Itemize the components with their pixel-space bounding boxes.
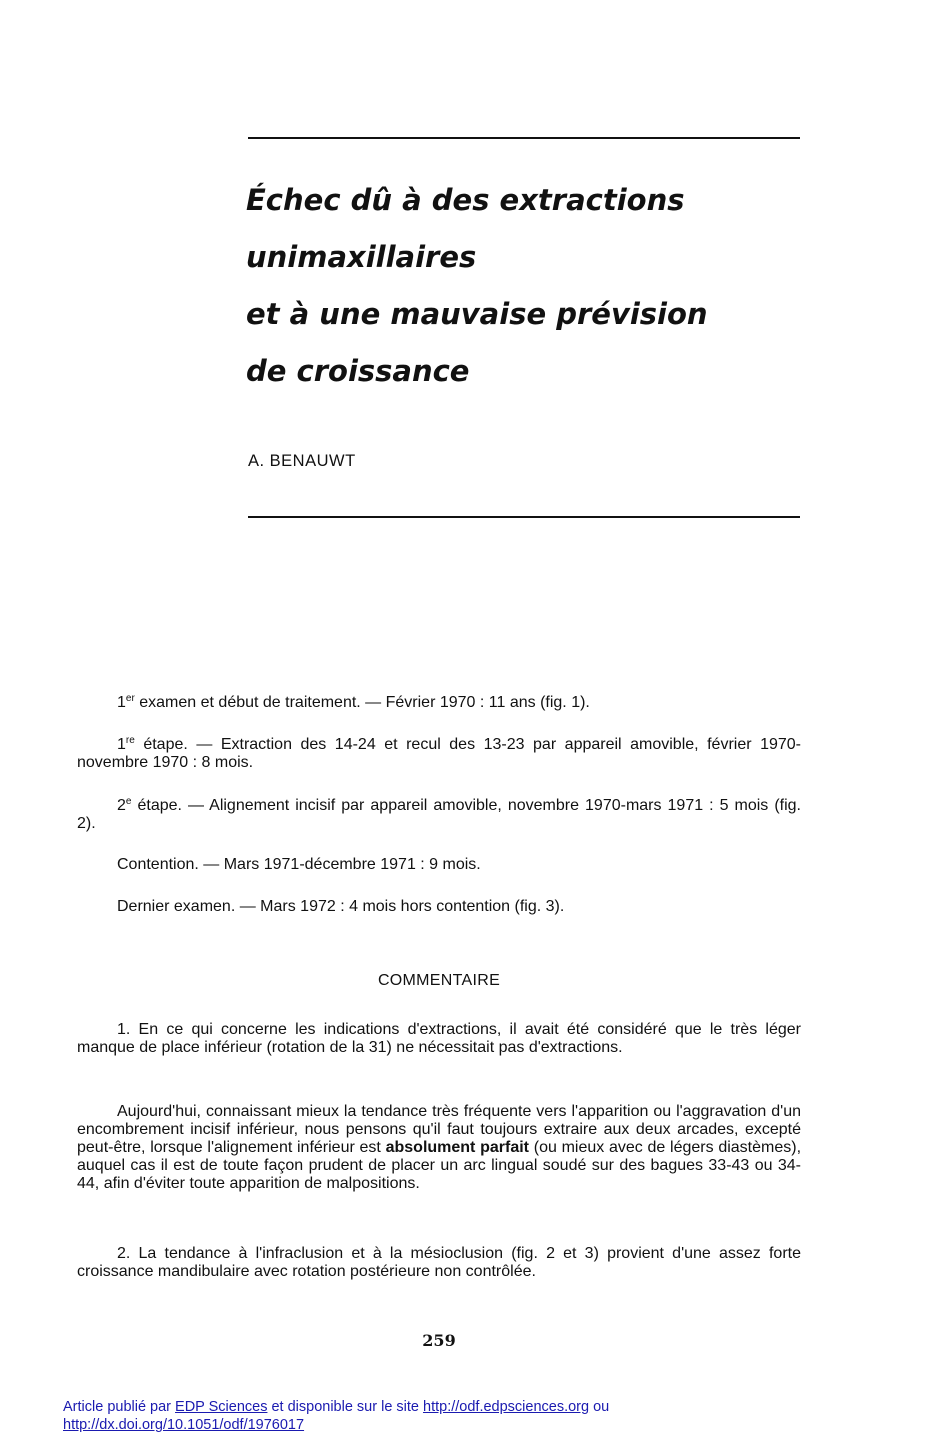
publisher-footer: Article publié par EDP Sciences et disponible sur le site http://odf.edpsciences.org ou http://dx.doi.org/10.1051/odf/1976017 [63, 1399, 610, 1433]
commentary-3: 2. La tendance à l'infraclusion et à la mésioclusion (fig. 2 et 3) provient d'une assez forte croissance mandibulaire avec rotation postérieure non contrôlée. [77, 1245, 801, 1280]
title-line: unimaxillaires [246, 240, 477, 274]
paragraph-first-exam: 1er examen et début de traitement. — Février 1970 : 11 ans (fig. 1). [117, 693, 590, 711]
paragraph-last-exam: Dernier examen. — Mars 1972 : 4 mois hors contention (fig. 3). [117, 898, 565, 915]
doi-link[interactable]: http://dx.doi.org/10.1051/odf/1976017 [63, 1417, 305, 1433]
page-number: 259 [422, 1331, 456, 1350]
section-heading: COMMENTAIRE [377, 972, 501, 989]
author: A. BENAUWT [248, 452, 356, 470]
article-title [246, 172, 846, 400]
commentary-1: 1. En ce qui concerne les indications d'extractions, il avait été considéré que le très léger manque de place inférieur (rotation de la 31) ne nécessitait pas d'extractions. [77, 1021, 801, 1056]
paragraph-step-2: 2e étape. — Alignement incisif par appareil amovible, novembre 1970-mars 1971 : 5 mois (fig. 2). [77, 796, 801, 832]
title-line: et à une mauvaise prévision [246, 297, 708, 331]
title-line: Échec dû à des extractions [246, 183, 685, 217]
paragraph-contention: Contention. — Mars 1971-décembre 1971 : 9 mois. [117, 856, 481, 873]
commentary-2: Aujourd'hui, connaissant mieux la tendance très fréquente vers l'apparition ou l'aggravation d'un encombrement incisif inférieur, nous pensons qu'il faut toujours extraire aux deux arcades, excepté peut-être, lorsque l'alignement inférieur est absolument parfait (ou mieux avec de légers diastèmes), auquel cas il est de toute façon prudent de placer un arc lingual soudé sur des bagues 33-43 ou 34-44, afin d'éviter toute apparition de malpositions. [77, 1103, 802, 1192]
title-line: de croissance [246, 354, 470, 388]
paragraph-step-1: 1re étape. — Extraction des 14-24 et recul des 13-23 par appareil amovible, février 1970-novembre 1970 : 8 mois. [77, 735, 801, 771]
top-rule [248, 137, 800, 139]
journal-site-link[interactable]: http://odf.edpsciences.org [423, 1399, 590, 1415]
edp-sciences-link[interactable]: EDP Sciences [175, 1399, 268, 1415]
bottom-rule [248, 516, 800, 518]
